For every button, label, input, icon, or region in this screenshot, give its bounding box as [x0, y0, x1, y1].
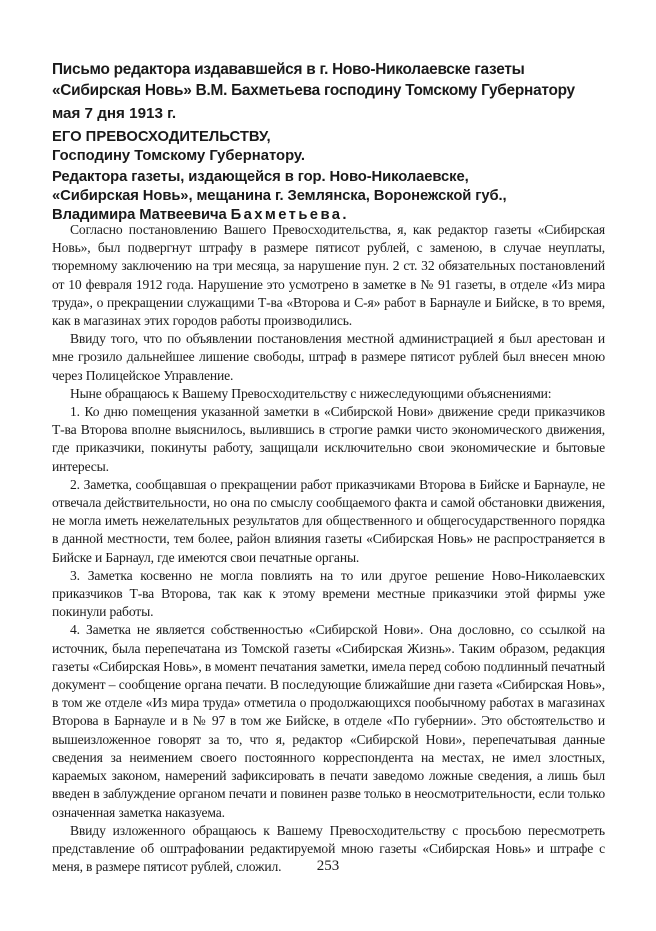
sender-block [52, 168, 507, 225]
letter-title [52, 59, 612, 101]
sender-name-prefix: Владимира Матвеевича [52, 207, 231, 223]
letter-date: мая 7 дня 1913 г. [52, 105, 177, 122]
addressee-line-1: ЕГО ПРЕВОСХОДИТЕЛЬСТВУ, [52, 129, 271, 145]
sender-line-1: Редактора газеты, издающейся в гор. Ново-Николаевске, [52, 169, 469, 185]
sender-line-2: «Сибирская Новь», мещанина г. Землянска, Воронежской губ., [52, 188, 507, 204]
paragraph-intro: Согласно постановлению Вашего Превосходительства, я, как редактор газеты «Сибирская Новь», был подвергнут штрафу в размере пятисот рублей, с заменою, в случае неуплаты, тюремному заключению на три месяца, за нарушение пун. 2 ст. 32 обязательных постановлений от 10 февраля 1912 года. Нарушение это усмотрено в заметке в № 91 газеты, в отделе «Из мира труда», о прекращении служащими Т-ва «Второва и С-я» работ в Барнауле и Бийске, в то время, как в магазинах этих городов работы производились. [52, 222, 605, 329]
paragraph-point-4: 4. Заметка не является собственностью «Сибирской Нови». Она дословно, со ссылкой на источник, была перепечатана из Томской газеты «Сибирская Жизнь». Таким образом, редакция газеты «Сибирская Новь», в момент печатания заметки, имела перед собою подлинный печатный документ – сообщение органа печати. В последующие ближайшие дни газета «Сибирская Новь», в том же отделе «Из мира труда» отметила о продолжающихся пообычному работах в магазинах Второва в Барнауле и в № 97 в том же Бийске, в отделе «По губернии». Это обстоятельство и вышеизложенное говорят за то, что я, редактор «Сибирской Нови», перепечатывая данные сведения за неимением своего постоянного корреспондента на местах, не имел злостных, караемых законом, намерений зафиксировать в печати заведомо ложные сведения, а лишь был введен в заблуждение органом печати и повинен разве только в неосмотрительности, если только означенная заметка наказуема. [52, 622, 605, 820]
sender-surname: Бахметьева. [230, 207, 349, 223]
paragraph-arrest: Ввиду того, что по объявлении постановления местной администрацией я был арестован и мне грозило дальнейшее лишение свободы, штраф в размере пятисот рублей был внесен мною через Полицейское Управление. [52, 331, 605, 383]
title-line-1: Письмо редактора издававшейся в г. Ново-Николаевске газеты [52, 61, 525, 78]
paragraph-point-3: 3. Заметка косвенно не могла повлиять на то или другое решение Ново-Николаевских приказчиков Т-ва Второва, так как к этому времени местные приказчики этой фирмы уже покинули работы. [52, 567, 605, 620]
addressee-block [52, 128, 305, 166]
title-line-2: «Сибирская Новь» В.М. Бахметьева господину Томскому Губернатору [52, 82, 575, 99]
paragraph-point-1: 1. Ко дню помещения указанной заметки в «Сибирской Нови» движение среди приказчиков Т-ва Второва вполне выяснилось, вылившись в строгие рамки чисто экономического движения, где приказчики, покинуты работу, защищали исключительно свои экономические и бытовые интересы. [52, 404, 605, 474]
paragraph-explanations: Ныне обращаюсь к Вашему Превосходительству с нижеследующими объяснениями: [70, 385, 552, 401]
addressee-line-2: Господину Томскому Губернатору. [52, 148, 305, 164]
paragraph-request: Ввиду изложенного обращаюсь к Вашему Превосходительству с просьбою пересмотреть представление об оштрафовании редактируемой мною газеты «Сибирская Новь» и штрафе с меня, в размере пятисот рублей, сложил. [52, 822, 605, 875]
paragraph-point-2: 2. Заметка, сообщавшая о прекращении работ приказчиками Второва в Бийске и Барнауле, не отвечала действительности, но она по смыслу сообщаемого факта и самой обстановки движения, не могла иметь нежелательных результатов для общественного и общегосударственного порядка в данной местности, тем более, район влияния газеты «Сибирская Новь» не распространяется в Бийске и Барнаул, где имеются свои печатные органы. [52, 476, 605, 565]
letter-body [52, 221, 605, 876]
page-number: 253 [316, 858, 340, 874]
